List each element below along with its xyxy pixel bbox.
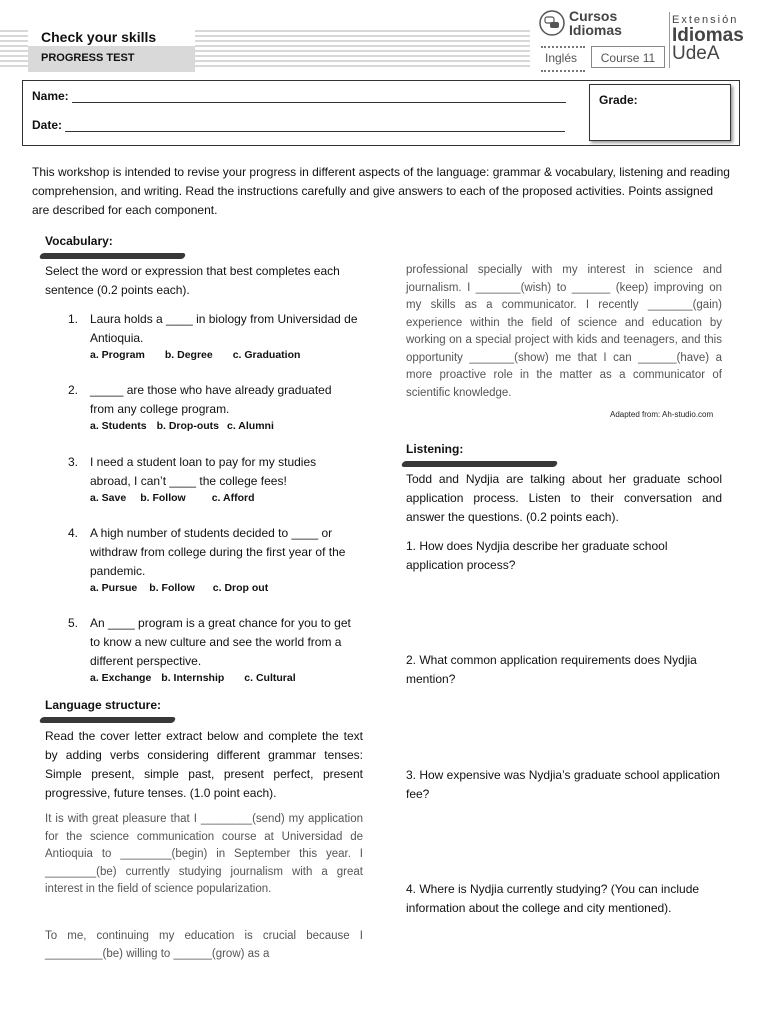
- logo-idiomas: Idiomas: [569, 22, 622, 38]
- option-b[interactable]: b. Follow: [140, 492, 186, 504]
- ext-udea: UdeA: [672, 43, 720, 64]
- dotted-divider-bottom: [541, 70, 585, 72]
- question-number: 4.: [68, 526, 79, 540]
- listening-question-2: 2. What common application requirements does Nydjia mention?: [406, 653, 697, 686]
- option-b[interactable]: b. Degree: [164, 349, 213, 361]
- vocab-question: [68, 381, 358, 434]
- listening-instructions: Todd and Nydjia are talking about her graduate school application process. Listen to their conversation and answer the questions. (0.2 points each).: [406, 472, 722, 524]
- heading-underline: [401, 461, 558, 467]
- name-field[interactable]: [72, 90, 566, 103]
- option-b[interactable]: b. Internship: [161, 672, 225, 684]
- question-text: I need a student loan to pay for my studies abroad, I can’t ____ the college fees!: [90, 455, 317, 488]
- vocab-question: [68, 614, 358, 686]
- option-b[interactable]: b. Follow: [149, 582, 195, 594]
- option-a[interactable]: a. Exchange: [90, 672, 152, 684]
- listening-question-3: 3. How expensive was Nydjia’s graduate school application fee?: [406, 768, 720, 801]
- logo-cursos: Cursos: [569, 8, 618, 24]
- grade-label: Grade:: [599, 93, 638, 107]
- question-options: [90, 419, 358, 434]
- source-credit: Adapted from: Ah-studio.com: [610, 410, 714, 419]
- page-subtitle: PROGRESS TEST: [28, 46, 195, 72]
- heading-underline: [39, 717, 176, 723]
- question-number: 1.: [68, 312, 79, 326]
- option-c[interactable]: c. Graduation: [232, 349, 301, 361]
- listening-heading: Listening:: [406, 442, 464, 456]
- chat-bubbles-icon: [539, 10, 565, 36]
- question-options: [90, 348, 358, 363]
- question-options: [90, 671, 358, 686]
- question-text: _____ are those who have already graduated from any college program.: [90, 383, 332, 416]
- vocab-question: [68, 524, 358, 596]
- name-row: [32, 89, 566, 103]
- course-badge: Course 11: [591, 46, 665, 68]
- option-a[interactable]: a. Save: [90, 492, 127, 504]
- question-options: [90, 491, 358, 506]
- question-number: 2.: [68, 383, 79, 397]
- question-options: [90, 581, 358, 596]
- option-a[interactable]: a. Pursue: [90, 582, 138, 594]
- header-divider: [669, 12, 670, 68]
- title-box: [28, 20, 195, 72]
- heading-underline: [39, 253, 186, 259]
- vocabulary-heading: Vocabulary:: [45, 234, 113, 248]
- option-c[interactable]: c. Cultural: [244, 672, 296, 684]
- date-field[interactable]: [65, 119, 565, 132]
- date-row: [32, 118, 565, 132]
- logo-ingles: Inglés: [545, 51, 578, 65]
- cursos-idiomas-logo: [537, 8, 667, 70]
- grade-box[interactable]: [589, 84, 731, 141]
- language-instructions: Read the cover letter extract below and complete the text by adding verbs considering different grammar tenses: Simple present, simple past, present perfect, present progressive, future tenses. (1.0 point each).: [45, 729, 363, 800]
- vocab-question: [68, 310, 358, 363]
- ext-label: Extensión: [672, 14, 739, 26]
- dotted-divider: [541, 46, 585, 48]
- option-a[interactable]: a. Program: [90, 349, 145, 361]
- option-c[interactable]: c. Alumni: [227, 420, 274, 432]
- option-a[interactable]: a. Students: [90, 420, 147, 432]
- ext-idiomas: Idiomas: [672, 25, 744, 46]
- question-number: 5.: [68, 616, 79, 630]
- option-c[interactable]: c. Drop out: [212, 582, 269, 594]
- option-b[interactable]: b. Drop-outs: [156, 420, 219, 432]
- question-number: 3.: [68, 455, 79, 469]
- listening-question-4: 4. Where is Nydjia currently studying? (You can include information about the college and city mentioned).: [406, 882, 700, 915]
- name-label: Name:: [32, 89, 69, 103]
- question-text: A high number of students decided to ____ or withdraw from college during the first year of the pandemic.: [90, 526, 346, 578]
- cover-letter-continued: professional specially with my interest in science and journalism. I _______(wish) to ______ (keep) improving on my skills as a communicator. I recently _______(gain) experience within the field of science and education by working on a special project with kids and teenagers, and this opportunity _______(show) me that I can ______(have) a more proactive role in the matter as a communicator of scientific knowledge.: [406, 264, 722, 399]
- cover-letter-paragraph-1: It is with great pleasure that I ________(send) my application for the science communication course at Universidad de Antioquia to ________(begin) in September this year. I ________(be) currently studying journalism with a great interest in the field of science popularization.: [45, 813, 363, 895]
- question-text: Laura holds a ____ in biology from Universidad de Antioquia.: [90, 312, 358, 345]
- date-label: Date:: [32, 118, 63, 132]
- cover-letter-paragraph-2: To me, continuing my education is crucial because I _________(be) willing to ______(grow) as a: [45, 930, 363, 960]
- extension-idiomas-logo: [672, 14, 752, 63]
- question-text: An ____ program is a great chance for you to get to know a new culture and see the world from a different perspective.: [90, 616, 351, 668]
- language-structure-heading: Language structure:: [45, 698, 162, 712]
- intro-paragraph: This workshop is intended to revise your progress in different aspects of the language: grammar & vocabulary, listening and reading comprehension, and writing. Read the instructions carefully and give answers to each of the proposed activities. Points assigned are described for each component.: [32, 165, 730, 217]
- option-c[interactable]: c. Afford: [211, 492, 255, 504]
- listening-question-1: 1. How does Nydjia describe her graduate school application process?: [406, 539, 668, 572]
- vocabulary-instructions: Select the word or expression that best completes each sentence (0.2 points each).: [45, 264, 340, 297]
- page-title: Check your skills: [28, 20, 195, 48]
- vocab-question: [68, 453, 358, 506]
